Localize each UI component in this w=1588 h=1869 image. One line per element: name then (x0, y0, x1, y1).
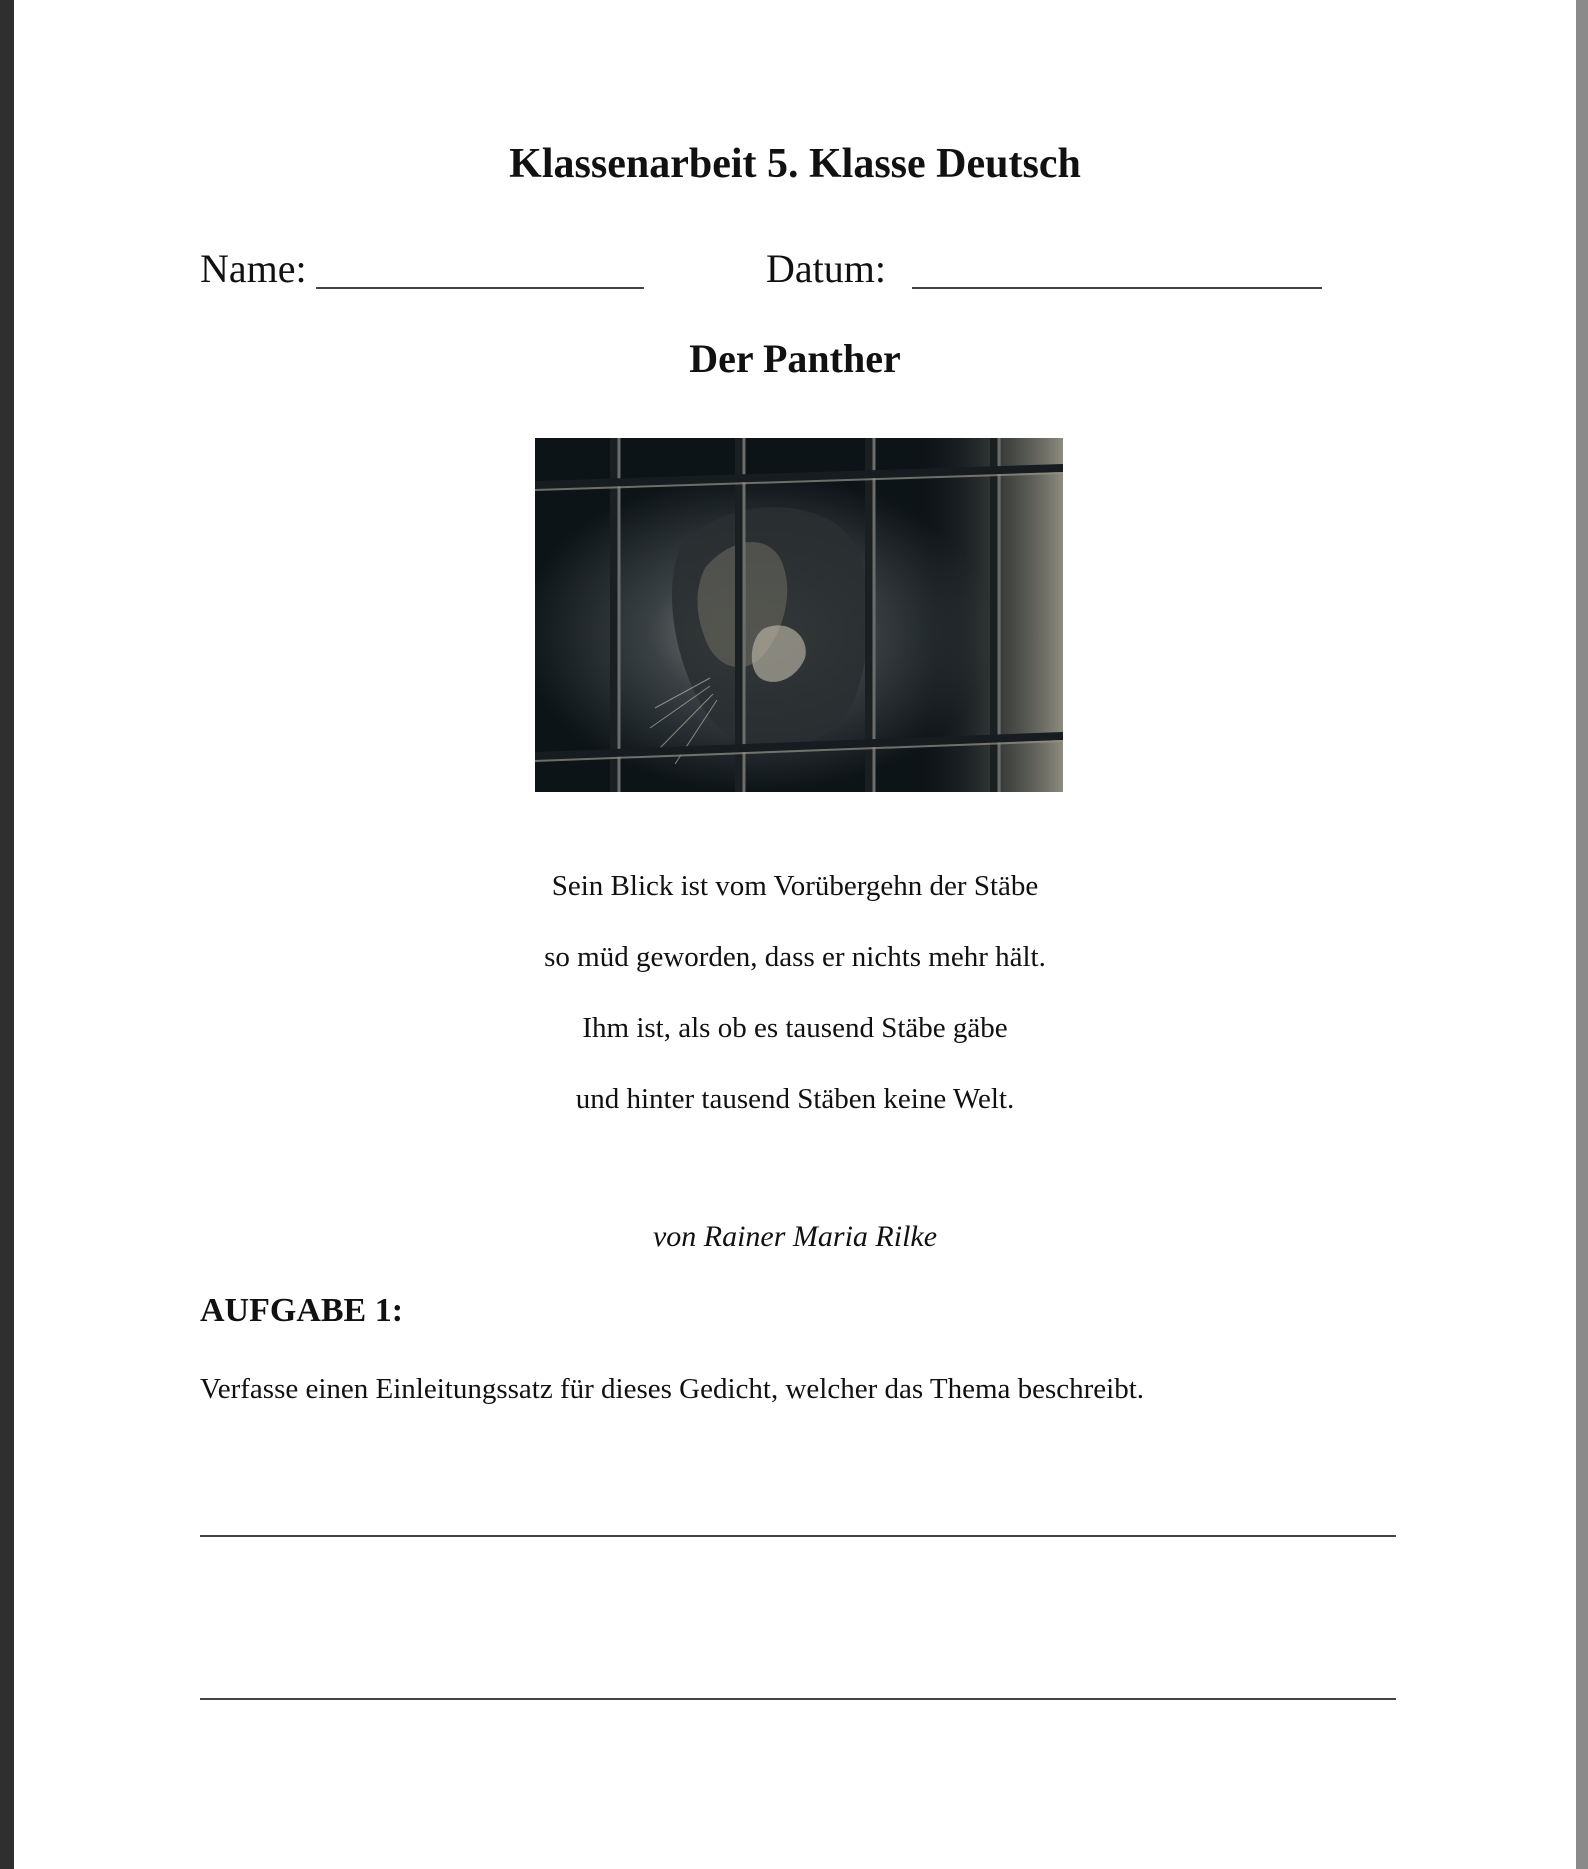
date-label: Datum: (766, 246, 886, 291)
name-field[interactable] (316, 287, 644, 289)
date-field[interactable] (912, 287, 1322, 289)
panther-behind-bars-photo (535, 438, 1063, 792)
poem-line: Sein Blick ist vom Vorübergehn der Stäbe (551, 870, 1039, 902)
poem-line: so müd geworden, dass er nichts mehr hält. (544, 941, 1046, 973)
answer-line[interactable] (200, 1698, 1396, 1700)
answer-line[interactable] (200, 1535, 1396, 1537)
poem-author: von Rainer Maria Rilke (652, 1220, 938, 1253)
name-date-row (200, 245, 1400, 305)
poem-title: Der Panther (689, 336, 901, 381)
poem-line: und hinter tausend Stäben keine Welt. (575, 1083, 1015, 1115)
task-instruction: Verfasse einen Einleitungssatz für dieses Gedicht, welcher das Thema beschreibt. (200, 1373, 1145, 1405)
task-heading: AUFGABE 1: (200, 1292, 404, 1329)
page-title: Klassenarbeit 5. Klasse Deutsch (509, 141, 1081, 187)
worksheet-page (14, 0, 1576, 1869)
poem-line: Ihm ist, als ob es tausend Stäbe gäbe (582, 1012, 1008, 1044)
poem-text (14, 865, 1576, 1149)
name-label: Name: (200, 246, 307, 291)
viewer-right-edge (1576, 0, 1588, 1869)
viewer-left-edge (0, 0, 14, 1869)
